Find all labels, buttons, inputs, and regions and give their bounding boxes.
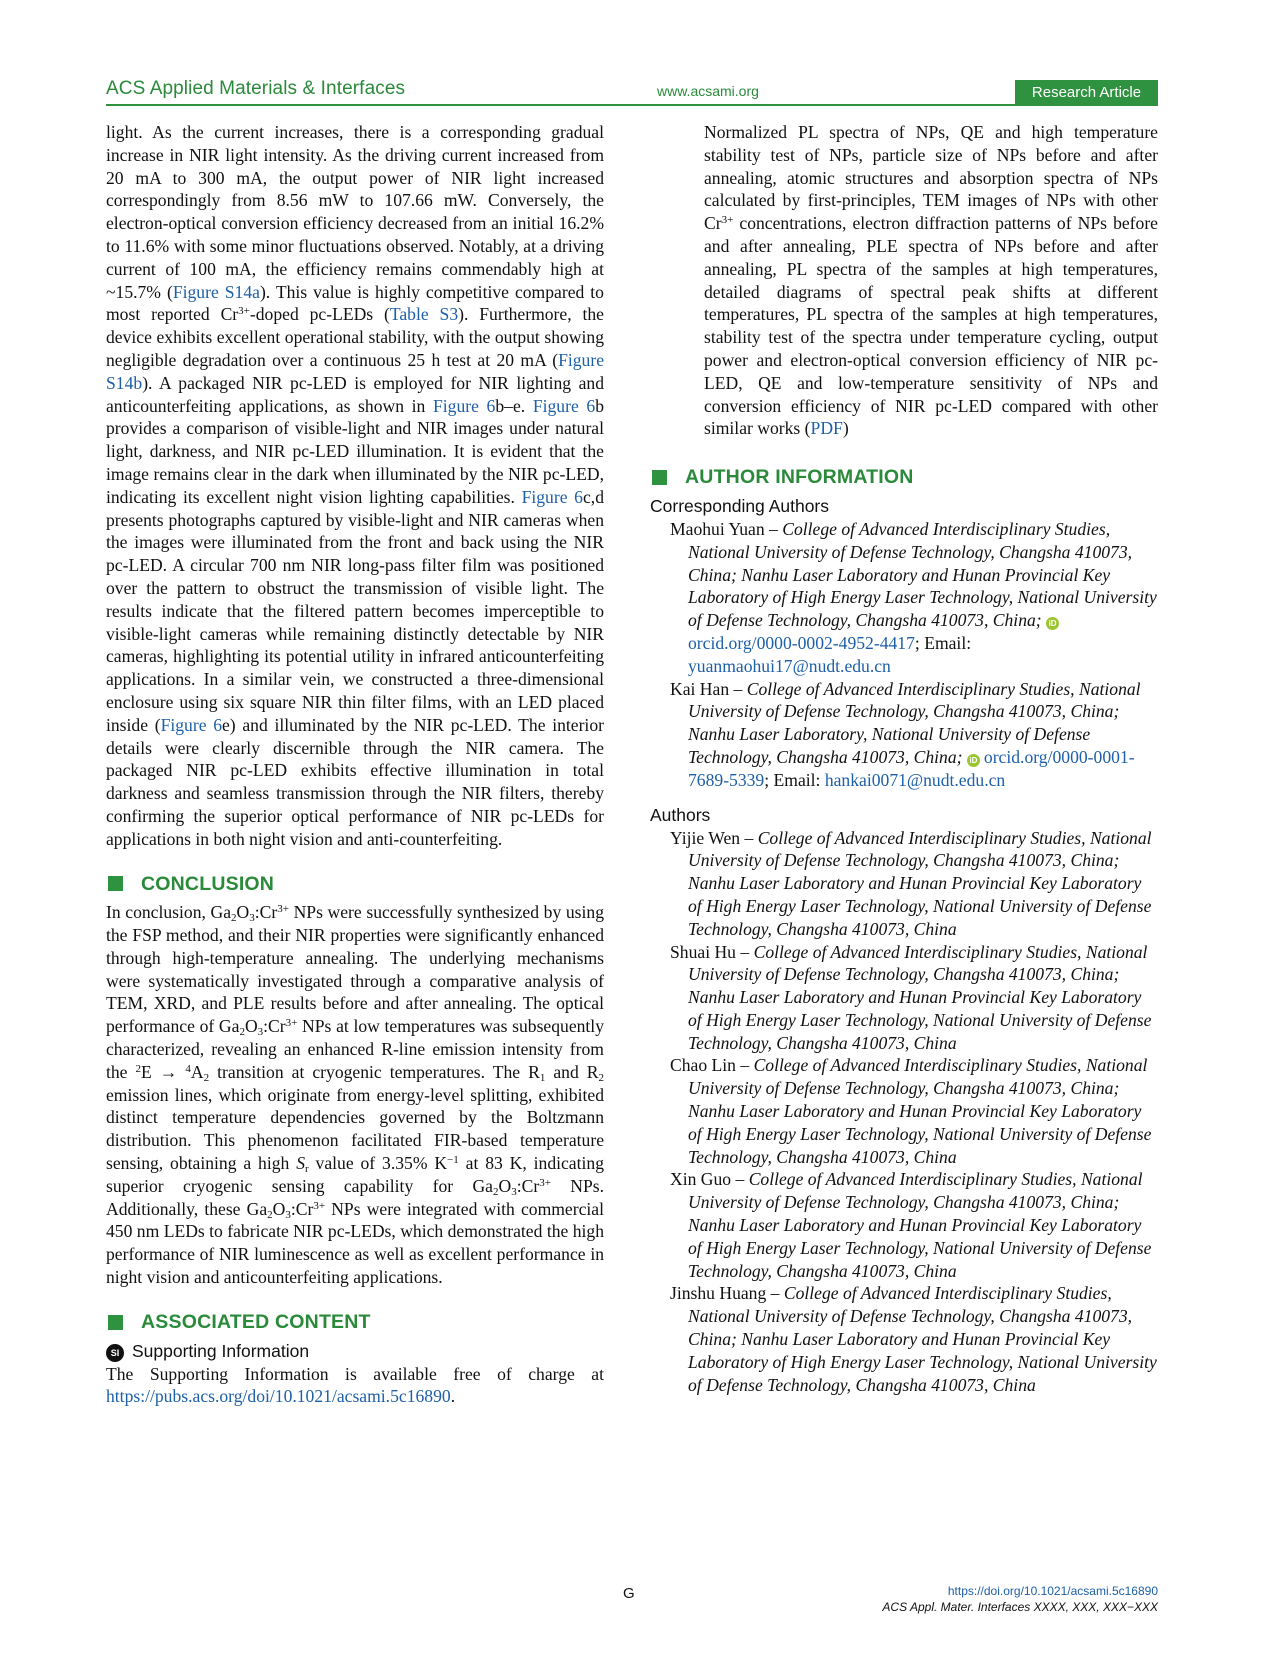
section-square-icon [108, 876, 123, 891]
inline-link[interactable]: Table S3 [389, 304, 459, 325]
affiliation: College of Advanced Interdisciplinary Studies, National University of Defense Technology, Changsha 410073, China; Nanhu Laser Laboratory and Hunan Provincial Key Laboratory of High Energy Laser Technology, National University of Defense Technology, Changsha 410073, China [688, 941, 1152, 1053]
journal-title: ACS Applied Materials & Interfaces [106, 78, 406, 99]
authors-list [650, 827, 1158, 1397]
inline-link[interactable]: orcid.org/0000-0002-4952-4417 [688, 632, 915, 653]
inline-link[interactable]: Figure S14a [172, 281, 260, 302]
supporting-info-title: Supporting Information [132, 1340, 310, 1361]
author-entry [670, 678, 1158, 792]
author-name: Yijie Wen [670, 827, 741, 848]
section-heading-associated-content [106, 1311, 604, 1334]
inline-link[interactable]: Figure 6 [532, 395, 596, 416]
article-type-badge: Research Article [1015, 80, 1158, 106]
text: :Cr [263, 1016, 286, 1037]
subscript: 2 [492, 1185, 499, 1198]
text: O [272, 1198, 286, 1219]
text: . [450, 1386, 456, 1407]
text: transition at cryogenic temperatures. The R [209, 1061, 540, 1082]
subscript: 2 [239, 1026, 245, 1039]
section-heading-conclusion [106, 873, 604, 896]
superscript: 3+ [277, 903, 289, 916]
author-entry [670, 1282, 1158, 1396]
text: ). Furthermore, the device exhibits excellent operational stability, with the output showing negligible degradation over a continuous 25 h test at 20 mA ( [106, 304, 604, 370]
text: ) [842, 418, 849, 439]
author-entry [670, 827, 1158, 941]
body-paragraph [106, 121, 604, 851]
superscript: −1 [447, 1154, 459, 1167]
text: ; Email: [764, 769, 825, 790]
subscript: 3 [511, 1185, 517, 1198]
author-name: Chao Lin [670, 1055, 736, 1076]
text: – [729, 678, 747, 699]
orcid-icon[interactable]: iD [967, 754, 980, 767]
text: – [766, 1283, 784, 1304]
text: O [498, 1175, 512, 1196]
italic-text: S [296, 1153, 305, 1174]
affiliation: College of Advanced Interdisciplinary Studies, National University of Defense Technology, Changsha 410073, China; Nanhu Laser Laboratory, National University of Defense Technology, Changsha 410073, China; [688, 678, 1141, 767]
affiliation: College of Advanced Interdisciplinary Studies, National University of Defense Technology, Changsha 410073, China; Nanhu Laser Laboratory and Hunan Provincial Key Laboratory of High Energy Laser Technology, National University of Defense Technology, Changsha 410073, China [688, 1283, 1157, 1395]
text: e) and illuminated by the NIR pc-LED. The interior details were clearly discernible through the NIR camera. The packaged NIR pc-LED exhibits effective illumination in total darkness and seamless transmission through the NIR filters, thereby confirming the superior optical performance of NIR pc-LEDs for applications in both night vision and anti-counterfeiting. [106, 714, 604, 849]
text: O [244, 1016, 258, 1037]
author-name: Xin Guo [670, 1169, 732, 1190]
subscript: 2 [231, 912, 237, 925]
text: light. As the current increases, there is a corresponding gradual increase in NIR light intensity. As the driving current increased from 20 mA to 300 mA, the output power of NIR light increased correspondingly from 8.56 mW to 107.66 mW. Conversely, the electron-optical conversion efficiency decreased from an initial 16.2% to 11.6% with some minor fluctuations observed. Notably, at a driving current of 100 mA, the efficiency remains commendably high at ~15.7% ( [106, 122, 604, 302]
journal-website-link[interactable]: www.acsami.org [657, 83, 759, 99]
author-entry [670, 1168, 1158, 1282]
section-square-icon [652, 470, 667, 485]
subscript: 1 [539, 1071, 546, 1084]
inline-link[interactable]: Figure 6 [160, 714, 222, 735]
text: c,d presents photographs captured by visible-light and NIR cameras when the images were illuminated from the front and back using the NIR pc-LED. A circular 700 nm NIR long-pass filter film was positioned over the pattern to obstruct the transmission of visible light. The results indicate that the filtered pattern becomes imperceptible to visible-light cameras while remaining distinctly detectable by NIR cameras, highlighting its potential utility in infrared anticounterfeiting applications. In a similar vein, we constructed a three-dimensional enclosure using six square NIR thin filter films, with an LED placed inside ( [106, 486, 604, 735]
superscript: 3+ [539, 1176, 551, 1189]
page-number: G [623, 1585, 635, 1602]
text: b–e. [495, 395, 533, 416]
inline-link[interactable]: orcid.org/0000-0001-7689-5339 [688, 746, 1135, 790]
author-entry [670, 941, 1158, 1055]
citation-line: ACS Appl. Mater. Interfaces XXXX, XXX, XXX−XXX [882, 1600, 1158, 1614]
affiliation: College of Advanced Interdisciplinary Studies, National University of Defense Technology, Changsha 410073, China; Nanhu Laser Laboratory and Hunan Provincial Key Laboratory of High Energy Laser Technology, National University of Defense Technology, Changsha 410073, China [688, 1055, 1152, 1167]
affiliation: College of Advanced Interdisciplinary Studies, National University of Defense Technology, Changsha 410073, China; Nanhu Laser Laboratory and Hunan Provincial Key Laboratory of High Energy Laser Technology, National University of Defense Technology, Changsha 410073, China [688, 1169, 1152, 1281]
subscript: 2 [267, 1208, 273, 1221]
text: ). A packaged NIR pc-LED is employed for NIR lighting and anticounterfeiting applications, as shown in [106, 372, 604, 416]
text: In conclusion, Ga [106, 902, 232, 923]
authors-heading: Authors [650, 804, 711, 825]
text: NPs were integrated with commercial 450 nm LEDs to fabricate NIR pc-LEDs, which demonstrated the high performance of NIR luminescence as well as excellent performance in night vision and anticounterfeiting applications. [106, 1198, 604, 1288]
affiliation: College of Advanced Interdisciplinary Studies, National University of Defense Technology, Changsha 410073, China; Nanhu Laser Laboratory and Hunan Provincial Key Laboratory of High Energy Laser Technology, National University of Defense Technology, Changsha 410073, China; [688, 518, 1157, 631]
text: – [735, 941, 754, 962]
supporting-info-icon: SI [106, 1344, 124, 1362]
right-column [650, 121, 1158, 1396]
text: :Cr [516, 1175, 540, 1196]
inline-link[interactable]: PDF [810, 418, 843, 439]
text: concentrations, electron diffraction patterns of NPs before and after annealing, PLE spectra of NPs before and after annealing, PL spectra of the samples at high temperatures, detailed diagrams of spectral peak shifts at different temperatures, PL spectra of the samples at high temperatures, stability test of the spectra under temperature cycling, output power and electron-optical conversion efficiency of NIR pc-LED, QE and low-temperature sensitivity of NPs and conversion efficiency of NIR pc-LED compared with other similar works ( [704, 213, 1158, 439]
text: emission lines, which originate from energy-level splitting, exhibited distinct temperature dependencies governed by the Boltzmann distribution. This phenomenon facilitated FIR-based temperature sensing, obtaining a high [106, 1084, 604, 1174]
section-heading-text: ASSOCIATED CONTENT [141, 1310, 371, 1333]
subscript: 3 [257, 1026, 264, 1039]
author-entry [670, 1054, 1158, 1168]
text: -doped pc-LEDs ( [249, 304, 390, 325]
supporting-info-list [650, 121, 1158, 440]
inline-link[interactable]: Figure 6 [521, 486, 583, 507]
text: value of 3.35% K [308, 1153, 448, 1174]
superscript: 3+ [285, 1017, 298, 1030]
superscript: 2 [135, 1062, 142, 1075]
author-name: Kai Han [670, 678, 730, 699]
author-name: Maohui Yuan [670, 518, 765, 539]
subscript: r [305, 1163, 309, 1176]
text: E → [141, 1061, 186, 1082]
inline-link[interactable]: Figure S14b [106, 349, 604, 393]
section-heading-author-information [650, 466, 1158, 489]
section-square-icon [108, 1315, 123, 1330]
section-heading-text: CONCLUSION [141, 872, 275, 895]
text: – [735, 1055, 754, 1076]
left-column [106, 121, 604, 1408]
text: A [190, 1061, 204, 1082]
text: NPs. Additionally, these Ga [106, 1175, 604, 1219]
section-heading-text: AUTHOR INFORMATION [685, 466, 914, 489]
text: :Cr [290, 1198, 314, 1219]
author-name: Shuai Hu [670, 941, 736, 962]
subscript: 2 [203, 1071, 210, 1084]
superscript: 3+ [721, 214, 734, 227]
text: and R [545, 1061, 599, 1082]
inline-link[interactable]: hankai0071@nudt.edu.cn [824, 769, 1006, 790]
text: NPs were successfully synthesized by using the FSP method, and their NIR properties were significantly enhanced through high-temperature annealing. The underlying mechanisms were systematically investigated through a comparative analysis of TEM, XRD, and PLE results before and after annealing. The optical performance of Ga [106, 902, 604, 1037]
conclusion-paragraph [106, 901, 604, 1289]
text: :Cr [254, 902, 278, 923]
text: ; Email: [914, 632, 972, 653]
text: ). This value is highly competitive compared to most reported Cr [106, 281, 604, 325]
text: – [731, 1169, 749, 1190]
inline-link[interactable]: Figure 6 [432, 395, 496, 416]
text: b provides a comparison of visible-light and NIR images under natural light, darkness, and NIR pc-LED illumination. It is evident that the image remains clear in the dark when illuminated by the NIR pc-LED, indicating its excellent night vision lighting capabilities. [106, 395, 604, 507]
author-entry [670, 518, 1158, 678]
corresponding-authors-list [650, 518, 1158, 792]
text: at 83 K, indicating superior cryogenic sensing capability for Ga [106, 1153, 604, 1196]
affiliation: College of Advanced Interdisciplinary Studies, National University of Defense Technology, Changsha 410073, China; Nanhu Laser Laboratory and Hunan Provincial Key Laboratory of High Energy Laser Technology, National University of Defense Technology, Changsha 410073, China [688, 827, 1152, 939]
subscript: 2 [598, 1071, 604, 1084]
corresponding-authors-heading: Corresponding Authors [650, 495, 829, 516]
text: – [740, 827, 758, 848]
text: O [236, 902, 250, 923]
subscript: 3 [249, 912, 255, 925]
supporting-information-heading [106, 1340, 604, 1363]
text: – [764, 518, 783, 539]
text: NPs at low temperatures was subsequently characterized, revealing an enhanced R-line emission intensity from the [106, 1016, 604, 1082]
header-rule [106, 104, 1158, 106]
text: The Supporting Information is available free of charge at [106, 1363, 604, 1384]
superscript: 3+ [238, 305, 250, 318]
orcid-icon[interactable]: iD [1046, 617, 1059, 630]
superscript: 4 [185, 1062, 191, 1075]
inline-link[interactable]: yuanmaohui17@nudt.edu.cn [688, 655, 891, 676]
subscript: 3 [285, 1208, 291, 1221]
supporting-info-paragraph [106, 1363, 604, 1409]
text: Normalized PL spectra of NPs, QE and high temperature stability test of NPs, particle size of NPs before and after annealing, atomic structures and absorption spectra of NPs calculated by first-principles, TEM images of NPs with other Cr [704, 122, 1158, 234]
superscript: 3+ [313, 1199, 326, 1212]
doi-link[interactable]: https://doi.org/10.1021/acsami.5c16890 [947, 1584, 1158, 1598]
author-name: Jinshu Huang [670, 1283, 767, 1304]
inline-link[interactable]: https://pubs.acs.org/doi/10.1021/acsami.5c16890 [106, 1386, 451, 1407]
